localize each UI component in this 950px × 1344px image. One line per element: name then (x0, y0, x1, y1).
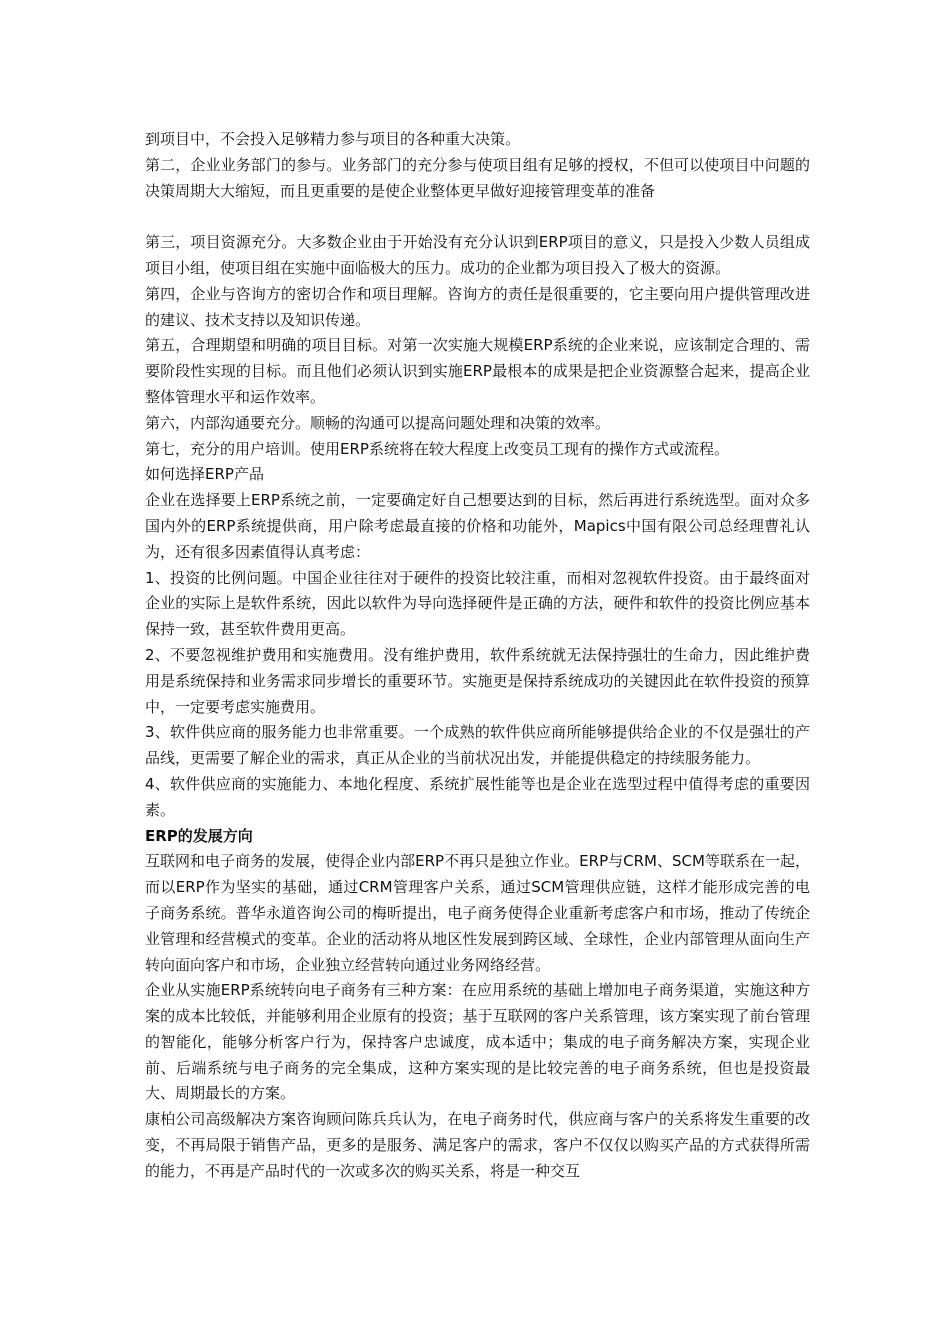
paragraph-16: 企业从实施ERP系统转向电子商务有三种方案：在应用系统的基础上增加电子商务渠道，实施这种方案的成本比较低，并能够利用企业原有的投资；基于互联网的客户关系管理，该方案实现了前台管理的智能化，能够分析客户行为，保持客户忠诚度，成本适中；集成的电子商务解决方案，实现企业前、后端系统与电子商务的完全集成，这种方案实现的是比较完善的电子商务系统，但也是投资最大、周期最长的方案。 (145, 981, 810, 1103)
paragraph-6: 第六，内部沟通要充分。顺畅的沟通可以提高问题处理和决策的效率。 (145, 413, 611, 432)
section-heading-erp-direction: ERP的发展方向 (145, 826, 253, 845)
list-item-2: 2、不要忽视维护费用和实施费用。没有维护费用，软件系统就无法保持强壮的生命力，因此维护费用是系统保持和业务需求同步增长的重要环节。实施更是保持系统成功的关键因此在软件投资的预算中，一定要考虑实施费用。 (145, 645, 810, 716)
list-item-4: 4、软件供应商的实施能力、本地化程度、系统扩展性能等也是企业在选型过程中值得考虑的重要因素。 (145, 774, 810, 819)
document-body (145, 127, 810, 1185)
section-title-erp-selection: 如何选择ERP产品 (145, 465, 264, 484)
list-item-1: 1、投资的比例问题。中国企业往往对于硬件的投资比较注重，而相对忽视软件投资。由于最终面对企业的实际上是软件系统，因此以软件为导向选择硬件是正确的方法，硬件和软件的投资比例应基本保持一致，甚至软件费用更高。 (145, 568, 810, 639)
paragraph-2: 第二，企业业务部门的参与。业务部门的充分参与使项目组有足够的授权，不但可以使项目中问题的决策周期大大缩短，而且更重要的是使企业整体更早做好迎接管理变革的准备 (145, 155, 810, 200)
list-item-3: 3、软件供应商的服务能力也非常重要。一个成熟的软件供应商所能够提供给企业的不仅是强壮的产品线，更需要了解企业的需求，真正从企业的当前状况出发，并能提供稳定的持续服务能力。 (145, 723, 810, 768)
paragraph-5: 第五，合理期望和明确的项目目标。对第一次实施大规模ERP系统的企业来说，应该制定合理的、需要阶段性实现的目标。而且他们必须认识到实施ERP最根本的成果是把企业资源整合起来，提高企业整体管理水平和运作效率。 (145, 336, 810, 406)
paragraph-1: 到项目中，不会投入足够精力参与项目的各种重大决策。 (145, 130, 521, 148)
blank-line (145, 204, 810, 230)
paragraph-4: 第四，企业与咨询方的密切合作和项目理解。咨询方的责任是很重要的，它主要向用户提供管理改进的建议、技术支持以及知识传递。 (145, 284, 810, 329)
paragraph-15: 互联网和电子商务的发展，使得企业内部ERP不再只是独立作业。ERP与CRM、SCM等联系在一起，而以ERP作为坚实的基础，通过CRM管理客户关系，通过SCM管理供应链，这样才能形成完善的电子商务系统。普华永道咨询公司的梅昕提出，电子商务使得企业重新考虑客户和市场，推动了传统企业管理和经营模式的变革。企业的活动将从地区性发展到跨区域、全球性，企业内部管理从面向生产转向面向客户和市场，企业独立经营转向通过业务网络经营。 (145, 852, 810, 974)
paragraph-7: 第七，充分的用户培训。使用ERP系统将在较大程度上改变员工现有的操作方式或流程。 (145, 439, 729, 458)
paragraph-3: 第三，项目资源充分。大多数企业由于开始没有充分认识到ERP项目的意义，只是投入少数人员组成项目小组，使项目组在实施中面临极大的压力。成功的企业都为项目投入了极大的资源。 (145, 233, 810, 277)
paragraph-17: 康柏公司高级解决方案咨询顾问陈兵兵认为，在电子商务时代，供应商与客户的关系将发生重要的改变，不再局限于销售产品，更多的是服务、满足客户的需求，客户不仅仅以购买产品的方式获得所需的能力，不再是产品时代的一次或多次的购买关系，将是一种交互 (145, 1110, 810, 1180)
paragraph-9: 企业在选择要上ERP系统之前，一定要确定好自己想要达到的目标，然后再进行系统选型。面对众多国内外的ERP系统提供商，用户除考虑最直接的价格和功能外，Mapics中国有限公司总经理曹礼认为，还有很多因素值得认真考虑： (145, 491, 810, 561)
